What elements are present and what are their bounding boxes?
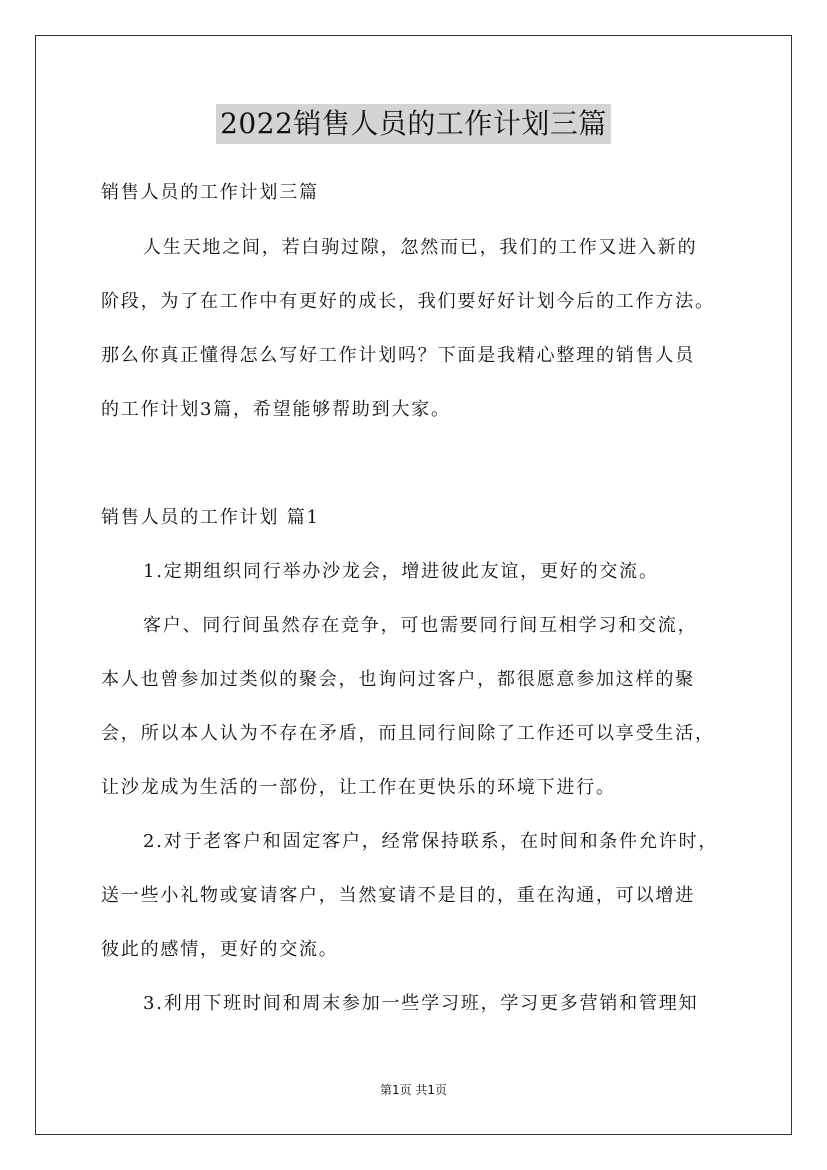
paragraph-line: 阶段，为了在工作中有更好的成长，我们要好好计划今后的工作方法。 xyxy=(101,291,715,312)
paragraph-line: 3.利用下班时间和周末参加一些学习班，学习更多营销和管理知 xyxy=(143,993,699,1014)
paragraph-line: 人生天地之间，若白驹过隙，忽然而已，我们的工作又进入新的 xyxy=(143,237,698,258)
paragraph-line: 会，所以本人认为不存在矛盾，而且同行间除了工作还可以享受生活， xyxy=(101,723,715,744)
paragraph-line: 那么你真正懂得怎么写好工作计划吗？下面是我精心整理的销售人员 xyxy=(101,345,695,366)
title-container xyxy=(0,104,827,144)
paragraph-line: 让沙龙成为生活的一部份，让工作在更快乐的环境下进行。 xyxy=(101,777,616,798)
document-title: 2022销售人员的工作计划三篇 xyxy=(216,104,611,144)
subtitle-line: 销售人员的工作计划三篇 xyxy=(101,182,319,203)
page-footer: 第1页 共1页 xyxy=(379,1083,448,1097)
section-heading: 销售人员的工作计划 篇1 xyxy=(101,507,320,528)
paragraph-line: 2.对于老客户和固定客户，经常保持联系，在时间和条件允许时， xyxy=(143,831,719,852)
paragraph-line: 送一些小礼物或宴请客户，当然宴请不是目的，重在沟通，可以增进 xyxy=(101,885,695,906)
paragraph-line: 彼此的感情，更好的交流。 xyxy=(101,939,339,960)
paragraph-line: 客户、同行间虽然存在竞争，可也需要同行间互相学习和交流， xyxy=(143,615,698,636)
paragraph-line: 本人也曾参加过类似的聚会，也询问过客户，都很愿意参加这样的聚 xyxy=(101,669,695,690)
paragraph-line: 的工作计划3篇，希望能够帮助到大家。 xyxy=(101,399,451,420)
paragraph-line: 1.定期组织同行举办沙龙会，增进彼此友谊，更好的交流。 xyxy=(143,561,659,582)
